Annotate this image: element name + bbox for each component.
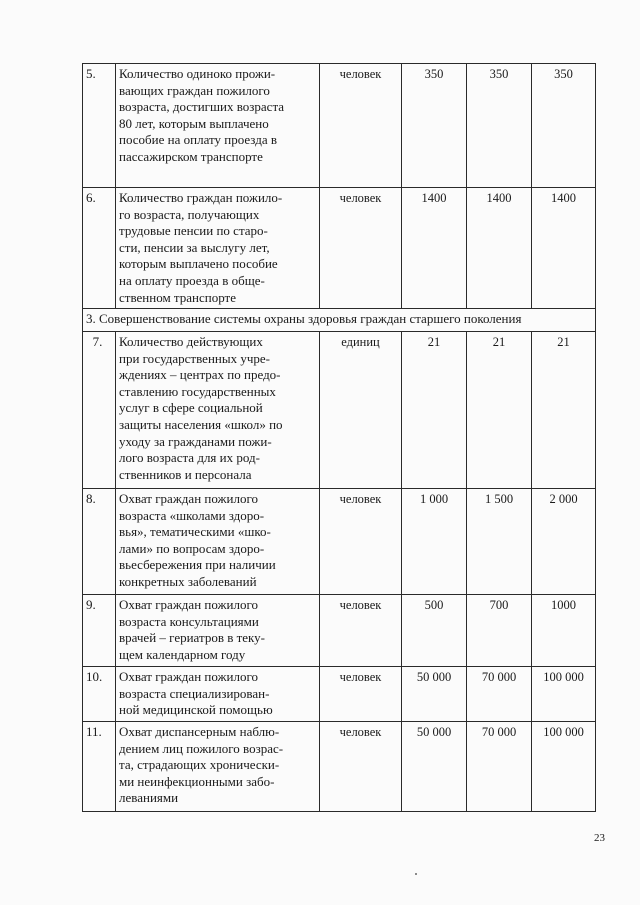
row-value-3: 2 000 — [532, 489, 596, 595]
row-description: Охват граждан пожилого возраста «школами здоро- вья», тематическими «шко- лами» по вопросам здоро- вьесбережения при наличии конкретных заболеваний — [116, 489, 320, 595]
row-value-1: 1400 — [402, 188, 467, 309]
row-value-3: 100 000 — [532, 667, 596, 722]
row-value-2: 70 000 — [467, 667, 532, 722]
table-row — [83, 188, 596, 309]
row-number: 10. — [83, 667, 116, 722]
row-value-3: 1000 — [532, 595, 596, 667]
indicators-table — [82, 63, 596, 812]
row-unit: человек — [320, 64, 402, 188]
row-value-2: 350 — [467, 64, 532, 188]
table-row — [83, 332, 596, 489]
row-value-2: 70 000 — [467, 722, 532, 812]
row-unit: человек — [320, 489, 402, 595]
row-value-2: 1400 — [467, 188, 532, 309]
scan-speck — [415, 873, 417, 875]
row-value-2: 700 — [467, 595, 532, 667]
row-value-3: 350 — [532, 64, 596, 188]
row-number: 11. — [83, 722, 116, 812]
page-number: 23 — [594, 832, 605, 844]
row-value-1: 500 — [402, 595, 467, 667]
row-value-1: 21 — [402, 332, 467, 489]
row-number: 6. — [83, 188, 116, 309]
table-row — [83, 722, 596, 812]
row-description: Количество граждан пожило- го возраста, получающих трудовые пенсии по старо- сти, пенсии за выслугу лет, которым выплачено пособие на оплату проезда в обще- ственном транспорте — [116, 188, 320, 309]
row-value-3: 1400 — [532, 188, 596, 309]
row-value-3: 100 000 — [532, 722, 596, 812]
table-row — [83, 64, 596, 188]
row-value-2: 1 500 — [467, 489, 532, 595]
section-row — [83, 309, 596, 332]
table-row — [83, 667, 596, 722]
row-number: 8. — [83, 489, 116, 595]
row-description: Охват граждан пожилого возраста специализирован- ной медицинской помощью — [116, 667, 320, 722]
row-value-2: 21 — [467, 332, 532, 489]
row-unit: единиц — [320, 332, 402, 489]
row-number: 9. — [83, 595, 116, 667]
row-value-3: 21 — [532, 332, 596, 489]
row-description: Охват граждан пожилого возраста консультациями врачей – гериатров в теку- щем календарном году — [116, 595, 320, 667]
row-value-1: 50 000 — [402, 722, 467, 812]
table-row — [83, 595, 596, 667]
row-value-1: 350 — [402, 64, 467, 188]
row-unit: человек — [320, 667, 402, 722]
row-description: Охват диспансерным наблю- дением лиц пожилого возрас- та, страдающих хронически- ми неинфекционными забо- леваниями — [116, 722, 320, 812]
row-number: 5. — [83, 64, 116, 188]
row-unit: человек — [320, 188, 402, 309]
table-row — [83, 489, 596, 595]
section-heading: 3. Совершенствование системы охраны здоровья граждан старшего поколения — [83, 309, 596, 332]
row-value-1: 50 000 — [402, 667, 467, 722]
row-value-1: 1 000 — [402, 489, 467, 595]
row-description: Количество одиноко прожи- вающих граждан пожилого возраста, достигших возраста 80 лет, которым выплачено пособие на оплату проезда в пассажирском транспорте — [116, 64, 320, 188]
row-description: Количество действующих при государственных учре- ждениях – центрах по предо- ставлению государственных услуг в сфере социальной защиты населения «школ» по уходу за гражданами пожи- лого возраста для их род- ственников и персонала — [116, 332, 320, 489]
row-unit: человек — [320, 595, 402, 667]
row-unit: человек — [320, 722, 402, 812]
row-number: 7. — [83, 332, 116, 489]
